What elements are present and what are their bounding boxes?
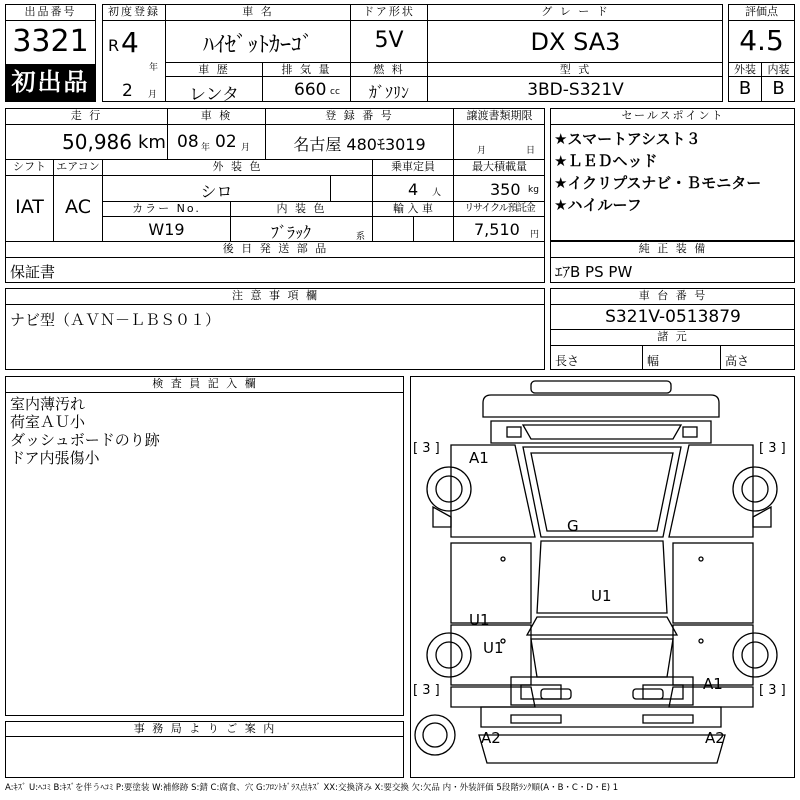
inspector-line: ドア内張傷小 bbox=[10, 449, 100, 467]
door-label: ドア形状 bbox=[363, 5, 415, 18]
car-name-label: 車 名 bbox=[242, 5, 274, 18]
tire-tread-rear-right: [ 3 ] bbox=[759, 683, 786, 698]
damage-mark-a1-bottom: A1 bbox=[703, 675, 723, 693]
transfer-month: 月 bbox=[477, 146, 487, 156]
mileage-unit: km bbox=[138, 132, 166, 153]
recycle-label: リサイクル預託金 bbox=[464, 203, 535, 214]
intcolor-unit: 系 bbox=[356, 232, 366, 242]
era-year: 4 bbox=[121, 26, 139, 59]
displacement: 660 bbox=[294, 80, 327, 100]
equip-value: ｴｱB PS PW bbox=[555, 263, 633, 281]
load-label: 最大積載量 bbox=[472, 160, 527, 173]
mileage: 50,986 bbox=[62, 130, 132, 154]
inspect-month: 02 bbox=[215, 132, 237, 152]
later-parts: 保証書 bbox=[10, 263, 56, 281]
inspect-month-unit: 月 bbox=[241, 143, 251, 153]
tire-tread-front-left: [ 3 ] bbox=[413, 441, 440, 456]
load-unit: kg bbox=[528, 185, 539, 195]
inspect-year-unit: 年 bbox=[201, 143, 211, 153]
dim-length: 長さ bbox=[555, 354, 580, 368]
history: レンタ bbox=[189, 85, 239, 105]
chassis-label: 車 台 番 号 bbox=[638, 289, 708, 302]
car-diagram bbox=[410, 376, 795, 778]
fuel-label: 燃 料 bbox=[373, 63, 405, 76]
color-label: 外 装 色 bbox=[212, 160, 263, 173]
model-label: 型 式 bbox=[559, 63, 592, 76]
first-listing-text: 初出品 bbox=[11, 68, 90, 96]
dims-label: 諸 元 bbox=[657, 330, 689, 343]
door-type: 5V bbox=[374, 28, 404, 53]
damage-mark-u1-left-rear: U1 bbox=[483, 639, 504, 657]
inspect-year: 08 bbox=[177, 132, 199, 152]
damage-mark-a2-left: A2 bbox=[481, 729, 501, 747]
capacity: 4 bbox=[408, 180, 419, 199]
notes-value: ナビ型（ＡＶＮ－ＬＢＳ０１） bbox=[10, 311, 221, 329]
load: 350 bbox=[490, 180, 521, 199]
recycle: 7,510 bbox=[474, 220, 520, 239]
sales-item: ★スマートアシスト３ bbox=[554, 130, 701, 148]
legend: A:ｷｽﾞ U:ﾍｺﾐ B:ｷｽﾞを伴うﾍｺﾐ P:要塗装 W:補修跡 S:錆 C:腐食、穴 G:ﾌﾛﾝﾄｶﾞﾗｽ点ｷｽﾞ XX:交換済み X:要交換 欠:欠品 内・外装評価 5段階ﾗﾝｸ順(A・B・C・D・E) 1 bbox=[5, 783, 619, 793]
transfer-label: 譲渡書類期限 bbox=[466, 109, 533, 122]
history-label: 車 歴 bbox=[198, 63, 230, 76]
dim-width: 幅 bbox=[647, 354, 660, 368]
color: シロ bbox=[200, 182, 233, 201]
sales-item: ★ＬＥＤヘッド bbox=[554, 152, 658, 170]
car-name: ﾊｲｾﾞｯﾄｶｰｺﾞ bbox=[202, 33, 313, 58]
tire-tread-rear-left: [ 3 ] bbox=[413, 683, 440, 698]
damage-mark-a1-top: A1 bbox=[469, 449, 489, 467]
import-label: 輸 入 車 bbox=[393, 202, 433, 215]
grade-label: グ レ ー ド bbox=[541, 5, 610, 18]
recycle-unit: 円 bbox=[530, 230, 540, 240]
score: 4.5 bbox=[739, 24, 784, 57]
colorno-label: カラー No. bbox=[132, 202, 201, 215]
ext-label: 外装 bbox=[734, 63, 756, 76]
notes-label: 注 意 事 項 欄 bbox=[232, 289, 319, 302]
grade: DX SA3 bbox=[530, 28, 621, 56]
regno-label: 登 録 番 号 bbox=[325, 109, 394, 122]
sales-item: ★ハイルーフ bbox=[554, 196, 642, 214]
shift-label: シフト bbox=[13, 160, 46, 173]
ext-grade: B bbox=[738, 78, 752, 99]
disp-label: 排 気 量 bbox=[281, 63, 332, 76]
sales-item: ★イクリプスナビ・Ｂモニター bbox=[554, 174, 762, 192]
sales-label: セールスポイント bbox=[621, 109, 725, 122]
car-outline-drawing bbox=[411, 377, 793, 776]
reg-label: 初度登録 bbox=[108, 5, 160, 18]
shift: IAT bbox=[15, 196, 44, 218]
damage-mark-u1-center: U1 bbox=[591, 587, 612, 605]
lot-number: 3321 bbox=[12, 24, 89, 59]
reg-month: 2 bbox=[122, 81, 133, 101]
year-unit: 年 bbox=[149, 63, 159, 73]
capacity-label: 乗車定員 bbox=[391, 160, 435, 173]
disp-unit: cc bbox=[330, 87, 340, 97]
inspect-label: 車 検 bbox=[200, 109, 233, 122]
era-letter: R bbox=[108, 36, 120, 55]
tire-tread-front-right: [ 3 ] bbox=[759, 441, 786, 456]
regno: 名古屋 480ﾓ3019 bbox=[293, 135, 426, 154]
int-grade: B bbox=[772, 78, 785, 99]
office-label: 事 務 局 よ り ご 案 内 bbox=[133, 722, 277, 735]
ac: AC bbox=[65, 196, 91, 218]
dim-height: 高さ bbox=[725, 354, 750, 368]
chassis-number: S321V-0513879 bbox=[605, 307, 741, 327]
capacity-unit: 人 bbox=[432, 188, 442, 198]
inspector-line: 室内薄汚れ bbox=[10, 395, 86, 413]
fuel: ｶﾞｿﾘﾝ bbox=[368, 83, 409, 102]
damage-mark-g: G bbox=[567, 517, 579, 535]
later-parts-label: 後 日 発 送 部 品 bbox=[222, 242, 329, 255]
inspector-line: ダッシュボードのり跡 bbox=[10, 431, 160, 449]
intcolor: ﾌﾞﾗｯｸ bbox=[270, 223, 311, 242]
model: 3BD-S321V bbox=[527, 80, 624, 100]
ac-label: エアコン bbox=[56, 160, 100, 173]
colorno: W19 bbox=[148, 220, 185, 239]
inspector-label: 検 査 員 記 入 欄 bbox=[152, 377, 258, 390]
damage-mark-a2-right: A2 bbox=[705, 729, 725, 747]
inspector-line: 荷室ＡＵ小 bbox=[10, 413, 86, 431]
month-unit: 月 bbox=[148, 90, 158, 100]
int-label: 内装 bbox=[767, 63, 790, 76]
lot-label: 出品番号 bbox=[24, 5, 77, 18]
mileage-label: 走 行 bbox=[70, 109, 103, 122]
equip-label: 純 正 装 備 bbox=[638, 242, 708, 255]
score-label: 評価点 bbox=[745, 5, 778, 18]
transfer-day: 日 bbox=[526, 146, 536, 156]
intcolor-label: 内 装 色 bbox=[276, 202, 327, 215]
damage-mark-u1-left: U1 bbox=[469, 611, 490, 629]
